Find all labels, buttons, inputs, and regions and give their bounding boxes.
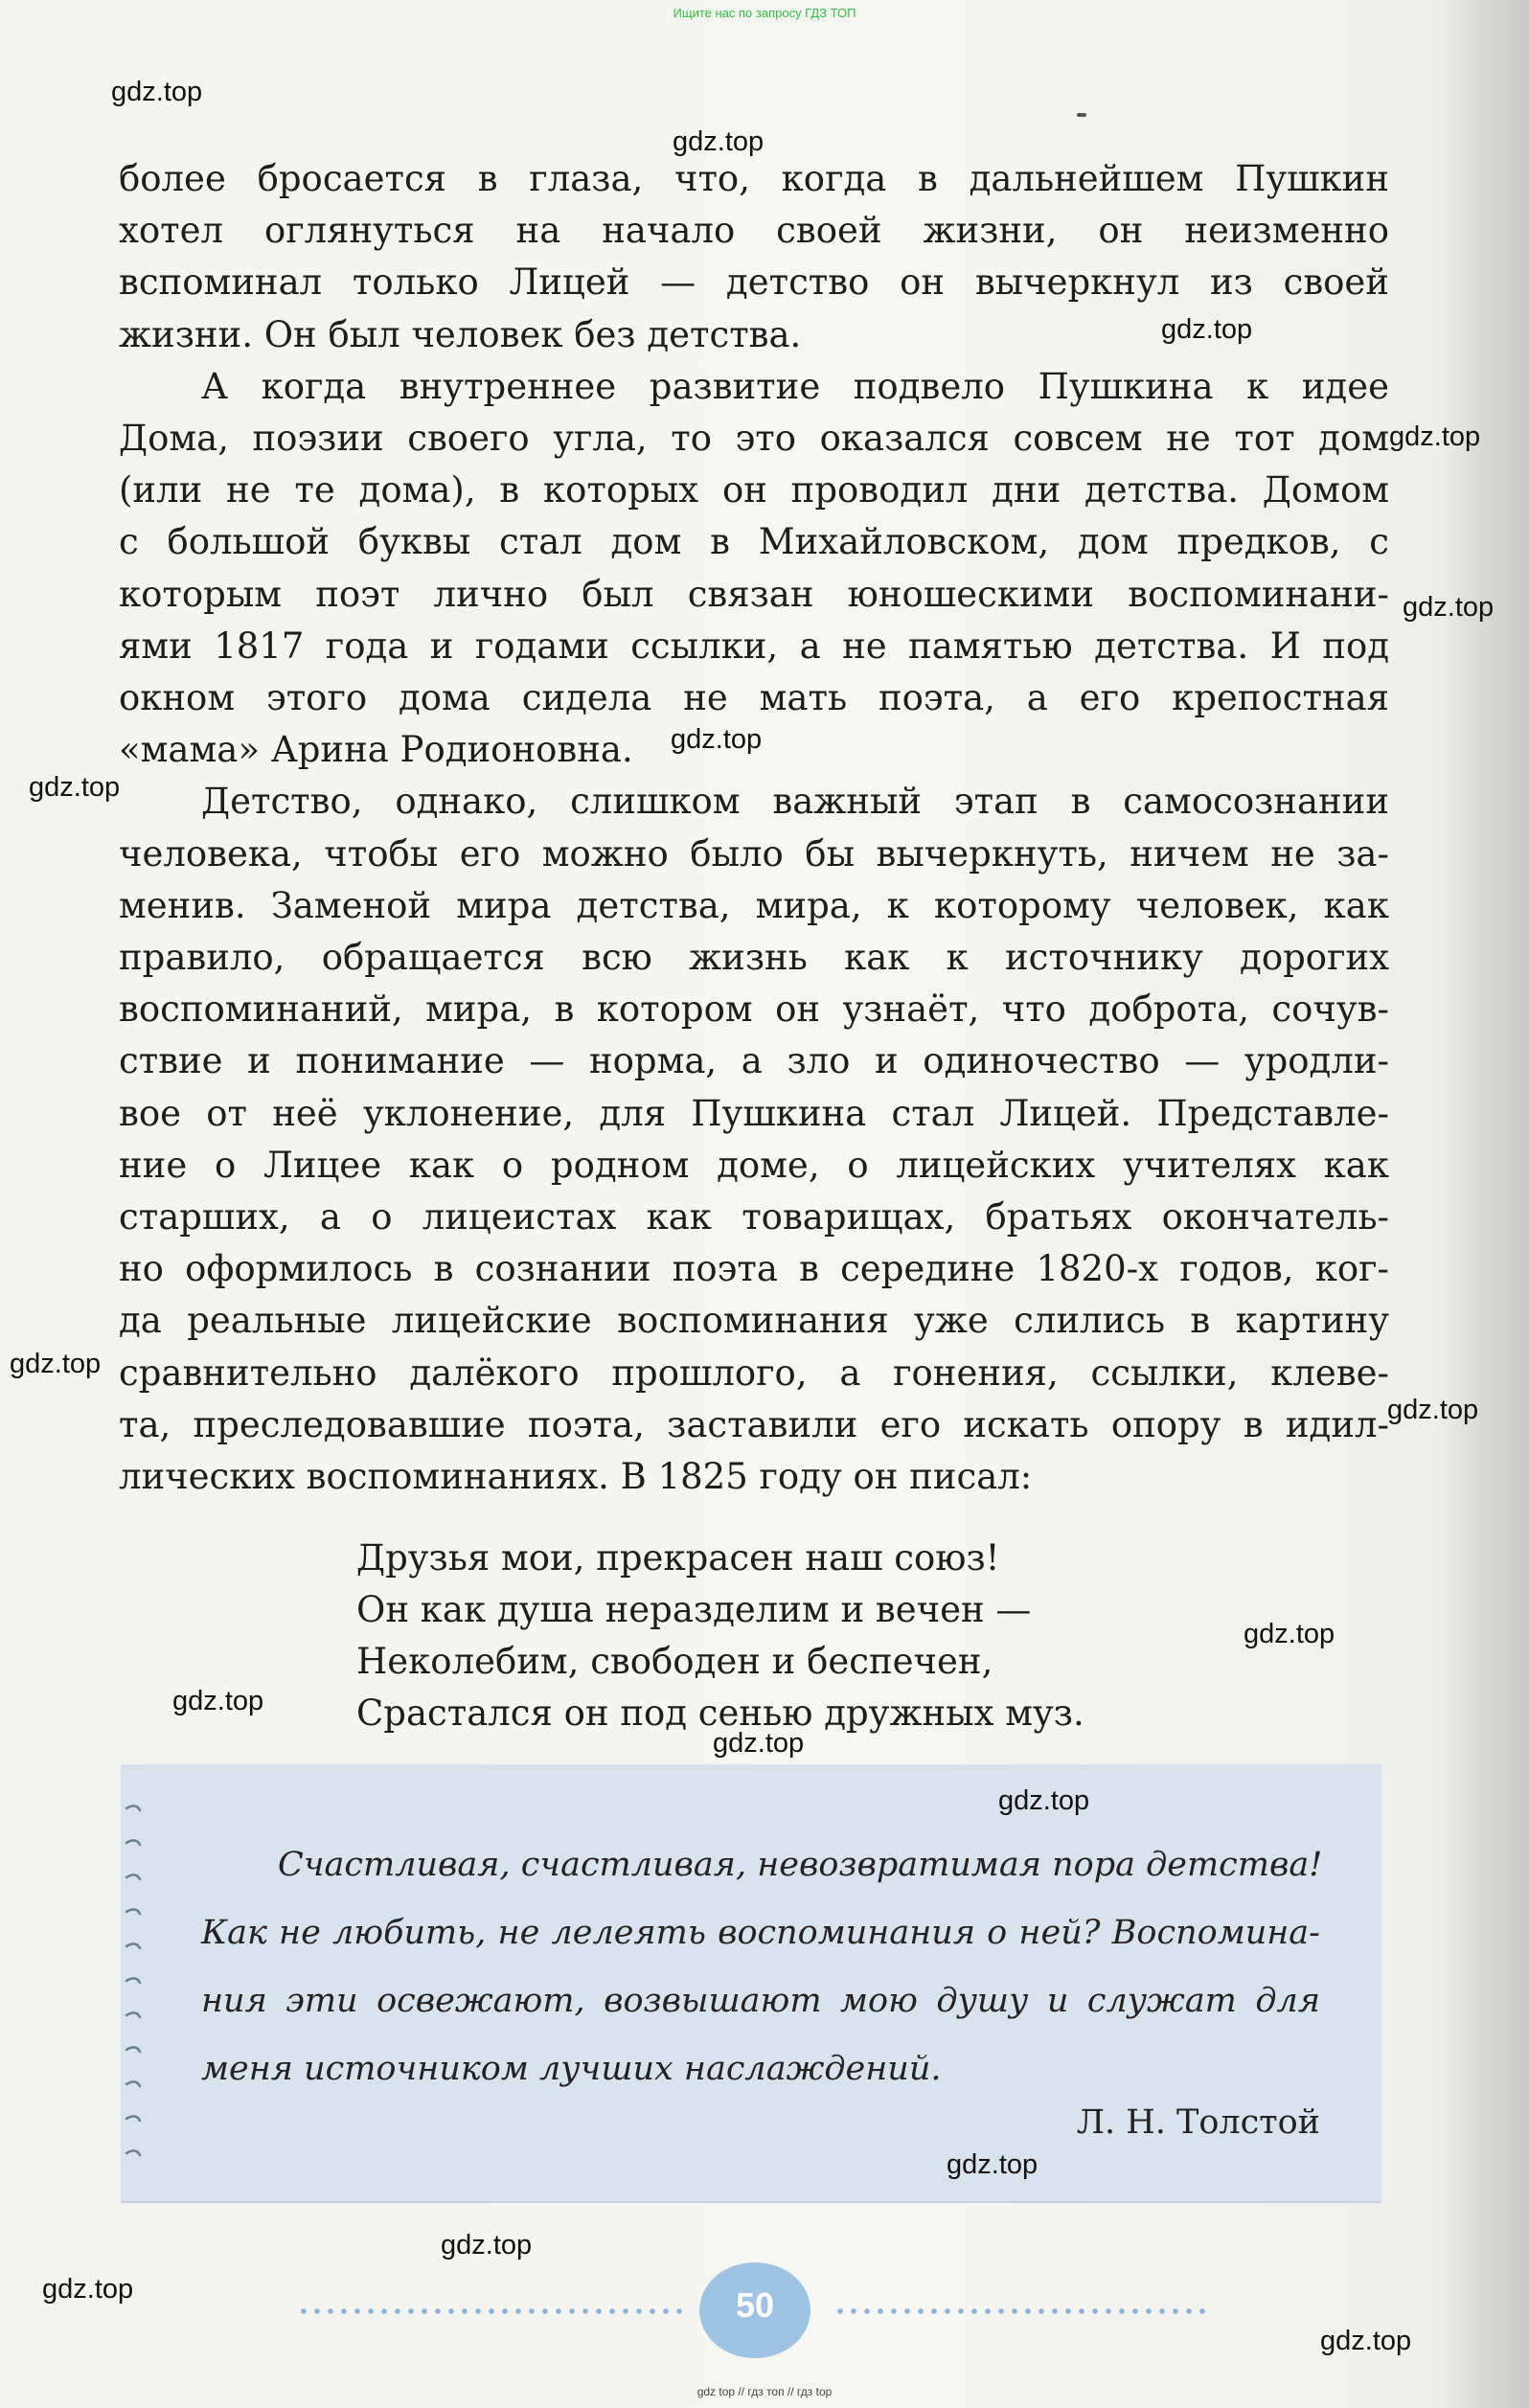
watermark: gdz.top	[947, 2149, 1038, 2180]
poem-line: Он как душа неразделим и вечен —	[356, 1589, 1032, 1630]
watermark: gdz.top	[671, 724, 763, 755]
text-line: ствие и понимание — норма, а зло и одиночество — уродли-	[119, 1040, 1389, 1082]
watermark: gdz.top	[10, 1349, 102, 1379]
decorative-dots	[833, 2308, 1207, 2314]
text-line: «мама» Арина Родионовна.	[119, 729, 633, 771]
text-line: воспоминаний, мира, в котором он узнаёт, что доброта, сочув-	[119, 988, 1389, 1031]
watermark: gdz.top	[1161, 314, 1253, 345]
watermark: gdz.top	[111, 77, 203, 107]
poem-line: Срастался он под сенью дружных муз.	[356, 1692, 1084, 1734]
poem-line: Неколебим, свободен и беспечен,	[356, 1641, 993, 1682]
text-line: А когда внутреннее развитие подвело Пушкина к идее	[201, 365, 1389, 407]
notebook-binding-icon	[123, 1801, 146, 2184]
text-line: правило, обращается всю жизнь как к источнику дорогих	[119, 937, 1389, 979]
watermark: gdz.top	[1387, 1395, 1479, 1425]
watermark: gdz.top	[441, 2230, 533, 2260]
text-line: вспоминал только Лицей — детство он вычеркнул из своей	[119, 261, 1389, 304]
fold-mark	[1077, 113, 1086, 117]
bottom-banner[interactable]: gdz top // гдз топ // гдз top	[696, 2385, 833, 2398]
watermark: gdz.top	[1403, 592, 1495, 623]
quote-line: меня источником лучших наслаждений.	[201, 2050, 942, 2088]
text-line: лических воспоминаниях. В 1825 году он писал:	[119, 1456, 1033, 1498]
text-line: ние о Лицее как о родном доме, о лицейских учителях как	[119, 1144, 1389, 1186]
quote-line: Как не любить, не лелеять воспоминания о ней? Воспомина-	[201, 1914, 1320, 1952]
watermark: gdz.top	[1320, 2326, 1412, 2356]
text-line: Детство, однако, слишком важный этап в самосознании	[201, 781, 1389, 823]
text-line: вое от неё уклонение, для Пушкина стал Лицей. Представле-	[119, 1092, 1389, 1134]
top-banner[interactable]: Ищите нас по запросу ГДЗ ТОП	[673, 6, 856, 20]
quote-line: Счастливая, счастливая, невозвратимая пора детства!	[278, 1846, 1323, 1884]
watermark: gdz.top	[29, 772, 121, 803]
watermark: gdz.top	[1389, 421, 1481, 452]
text-line: хотел оглянуться на начало своей жизни, он неизменно	[119, 210, 1389, 252]
watermark: gdz.top	[172, 1686, 264, 1716]
text-line: которым поэт лично был связан юношескими воспоминани-	[119, 573, 1389, 615]
page-number: 50	[735, 2285, 775, 2325]
main-text	[119, 153, 1389, 1503]
watermark: gdz.top	[1244, 1619, 1335, 1649]
watermark: gdz.top	[42, 2274, 134, 2305]
poem	[356, 1533, 1084, 1739]
text-line: жизни. Он был человек без детства.	[119, 313, 802, 355]
watermark: gdz.top	[713, 1728, 805, 1759]
watermark: gdz.top	[998, 1785, 1090, 1816]
poem-line: Друзья мои, прекрасен наш союз!	[356, 1537, 1000, 1579]
decorative-dots	[297, 2308, 690, 2314]
text-line: Дома, поэзии своего угла, то это оказался совсем не тот дом	[119, 418, 1389, 460]
text-line: сравнительно далёкого прошлого, а гонения, ссылки, клеве-	[119, 1352, 1389, 1394]
text-line: да реальные лицейские воспоминания уже слились в картину	[119, 1300, 1389, 1342]
text-line: ями 1817 года и годами ссылки, а не памятью детства. И под	[119, 625, 1389, 667]
text-line: более бросается в глаза, что, когда в дальнейшем Пушкин	[119, 158, 1389, 199]
quote-text	[201, 1831, 1323, 2103]
text-line: но оформилось в сознании поэта в середине 1820-х годов, ког-	[119, 1248, 1389, 1290]
text-line: с большой буквы стал дом в Михайловском, дом предков, с	[119, 521, 1389, 563]
quote-line: ния эти освежают, возвышают мою душу и служат для	[201, 1982, 1320, 2020]
text-line: (или не те дома), в которых он проводил дни детства. Домом	[119, 469, 1389, 511]
text-line: человека, чтобы его можно было бы вычеркнуть, ничем не за-	[119, 832, 1389, 875]
text-line: та, преследовавшие поэта, заставили его искать опору в идил-	[119, 1403, 1389, 1445]
text-line: окном этого дома сидела не мать поэта, а его крепостная	[119, 677, 1389, 719]
quote-author: Л. Н. Толстой	[1076, 2103, 1320, 2142]
text-line: старших, а о лицеистах как товарищах, братьях окончатель-	[119, 1196, 1389, 1238]
text-line: менив. Заменой мира детства, мира, к которому человек, как	[119, 884, 1389, 926]
watermark: gdz.top	[673, 126, 764, 157]
